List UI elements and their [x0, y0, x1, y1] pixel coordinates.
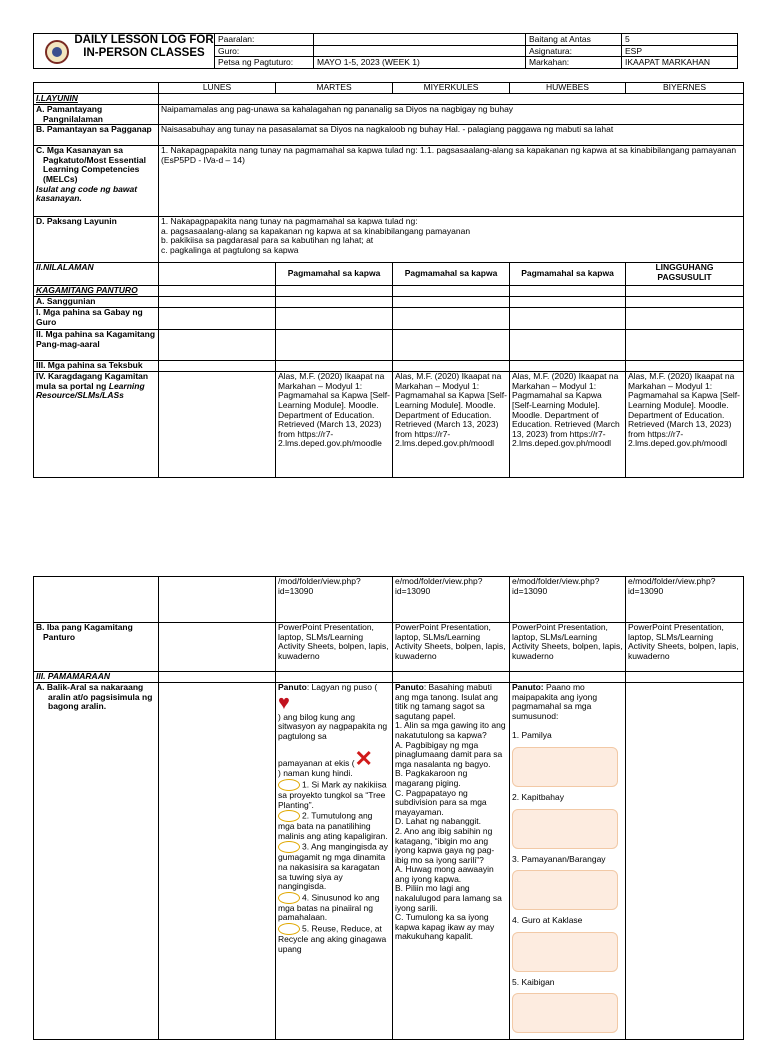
lesson-log-table-page-2: [33, 576, 744, 1040]
corner-cell: [34, 83, 159, 94]
topic-martes: Pagmamahal sa kapwa: [276, 263, 393, 286]
kagamitang-pang-mag-aaral-label: II. Mga pahina sa Kagamitang Pang-mag-aaral: [34, 330, 159, 361]
melc-label-cell: [34, 146, 159, 217]
panuto-label: Panuto: [278, 682, 307, 692]
panuto-text: : Basahing mabuti ang mga tanong. Isulat ang titik ng tamang sagot sa sagutang papel.: [395, 682, 499, 721]
karagdagang-kagamitan-label-italic: Learning Resource/SLMs/LASs: [36, 380, 145, 401]
sanggunian-label: A. Sanggunian: [34, 297, 159, 308]
day-header-huwebes: HUWEBES: [510, 83, 626, 94]
materials-huwebes: PowerPoint Presentation, laptop, SLMs/Learning Activity Sheets, bolpen, lapis, kuwaderno: [510, 623, 626, 672]
melc-value: 1. Nakapagpapakita nang tunay na pagmamahal sa kapwa tulad ng: 1.1. pagsasaalang-alang sa kapakanan ng kapwa at sa kinabibilangang pamayanan (EsP5PD - IVa-d – 14): [159, 146, 744, 217]
paksang-layunin-line: c. pagkalinga at pagtulong sa kapwa: [161, 244, 299, 255]
answer-box: [512, 747, 618, 787]
answer-prompt: 5. Kaibigan: [512, 976, 555, 987]
panuto-text: pamayanan at ekis (: [278, 758, 355, 769]
school-label: Paaralan:: [215, 34, 314, 46]
subject-label: Asignatura:: [526, 45, 622, 57]
melc-label: C. Mga Kasanayan sa Pagkatuto/Most Essential Learning Competencies (MELCs): [36, 145, 146, 184]
paksang-layunin-value: [159, 217, 744, 263]
quiz-line: A. Huwag mong aawaayin ang iyong kapwa.: [395, 864, 494, 884]
situation-item: 2. Tumutulong ang mga bata na panatilihing malinis ang ating kapaligiran.: [278, 810, 388, 841]
reference-martes: Alas, M.F. (2020) Ikaapat na Markahan – Modyul 1: Pagmamahal sa Kapwa [Self-Learning Module]. Moodle. Department of Education. Retrieved (March 13, 2023) from https://r7-2.lms.deped.gov.ph/moodle: [276, 372, 393, 478]
balik-aral-miyerkules: [393, 683, 510, 1040]
melc-note: Isulat ang code ng bawat kasanayan.: [36, 183, 138, 204]
section-pamamaraan-title: III. PAMAMARAAN: [34, 672, 159, 683]
paksang-layunin-line: 1. Nakapagpapakita nang tunay na pagmamahal sa kapwa tulad ng:: [161, 216, 418, 227]
date-label: Petsa ng Pagtuturo:: [215, 57, 314, 69]
panuto-label: Panuto:: [512, 682, 544, 692]
topic-biyernes: LINGGUHANG PAGSUSULIT: [626, 263, 744, 286]
quiz-line: B. Piliin mo lagi ang nakalulugod para lamang sa iyong sarili.: [395, 883, 502, 913]
quarter-value: IKAAPAT MARKAHAN: [622, 57, 738, 69]
reference-biyernes: Alas, M.F. (2020) Ikaapat na Markahan – Modyul 1: Pagmamahal sa Kapwa [Self-Learning Module]. Moodle. Department of Education. Retrieved (March 13, 2023) from https://r7-2.lms.deped.gov.ph/moodl: [626, 372, 744, 478]
balik-aral-biyernes: [626, 683, 744, 1040]
answer-prompt: 4. Guro at Kaklase: [512, 915, 583, 926]
paksang-layunin-label: D. Paksang Layunin: [34, 217, 159, 263]
quiz-line: C. Tumulong ka sa iyong kapwa kapag ikaw ay may makukuhang kapalit.: [395, 912, 495, 942]
section-layunin-title: I.LAYUNIN: [34, 94, 159, 105]
reference-cont-huwebes: e/mod/folder/view.php?id=13090: [510, 577, 626, 623]
panuto-text: : Lagyan ng puso (: [306, 682, 378, 692]
day-header-miyerkules: MIYERKULES: [393, 83, 510, 94]
panuto-label: Panuto: [395, 682, 424, 692]
quiz-line: D. Lahat ng nabanggit.: [395, 816, 482, 827]
day-header-martes: MARTES: [276, 83, 393, 94]
karagdagang-kagamitan-label: IV. Karagdagang Kagamitan mula sa portal ng: [36, 371, 149, 391]
paksang-layunin-line: b. pakikiisa sa pagdarasal para sa kabutihan ng lahat; at: [161, 235, 374, 246]
situation-item: 5. Reuse, Reduce, at Recycle ang aking ginagawa upang: [278, 923, 387, 954]
materials-biyernes: PowerPoint Presentation, laptop, SLMs/Learning Activity Sheets, bolpen, lapis, kuwaderno: [626, 623, 744, 672]
lesson-log-table: [33, 82, 744, 478]
paksang-layunin-line: a. pagsasaalang-alang sa kapakanan ng kapwa at sa kinabibilangang pamayanan: [161, 225, 471, 236]
panuto-text: ) ang bilog kung ang sitwasyon ay nagpapakita ng pagtulong sa: [278, 711, 388, 741]
date-value: MAYO 1-5, 2023 (WEEK 1): [314, 57, 526, 69]
quarter-label: Markahan:: [526, 57, 622, 69]
title-line-2: IN-PERSON CLASSES: [83, 47, 205, 59]
teksbuk-label: III. Mga pahina sa Teksbuk: [34, 361, 159, 372]
balik-aral-label: A. Balik-Aral sa nakaraang aralin at/o pagsisimula ng bagong aralin.: [34, 683, 159, 1040]
section-layunin-blank: [159, 94, 744, 105]
materials-martes: PowerPoint Presentation, laptop, SLMs/Learning Activity Sheets, bolpen, lapis, kuwaderno: [276, 623, 393, 672]
pamantayan-sa-pagganap-value: Naisasabuhay ang tunay na pasasalamat sa Diyos na nagkaloob ng buhay Hal. - palagiang paggawa ng mabuti sa lahat: [159, 125, 744, 146]
quiz-line: 2. Ano ang ibig sabihin ng katagang, “ibigin mo ang iyong kapwa gaya ng pag-ibig mo sa iyong sarili”?: [395, 825, 495, 865]
quiz-line: 1. Alin sa mga gawing ito ang nakatutulong sa kapwa?: [395, 720, 506, 740]
situation-item: 3. Ang mangingisda ay gumagamit ng mga dinamita na nakasisira sa karagatan sa tuwing siya ay nangingisda.: [278, 841, 389, 892]
answer-prompt: 1. Pamilya: [512, 730, 552, 741]
section-nilalaman-title: II.NILALAMAN: [34, 263, 159, 286]
reference-cont-miyerkules: e/mod/folder/view.php?id=13090: [393, 577, 510, 623]
title-line-1: DAILY LESSON LOG FOR: [74, 34, 214, 46]
quiz-line: A. Pagbibigay ng mga pinaglumaang damit para sa mga nasalanta ng bagyo.: [395, 739, 503, 769]
answer-box: [512, 870, 618, 910]
reference-huwebes: Alas, M.F. (2020) Ikaapat na Markahan – Modyul 1: Pagmamahal sa Kapwa [Self-Learning Module]. Moodle. Department of Education. Retrieved (March 13, 2023) from https://r7-2.lms.deped.gov.ph/moodl: [510, 372, 626, 478]
panuto-text: ) naman kung hindi.: [278, 768, 353, 779]
balik-aral-huwebes: [510, 683, 626, 1040]
grade-label: Baitang at Antas: [526, 34, 622, 46]
answer-box: [512, 809, 618, 849]
topic-lunes: [159, 263, 276, 286]
situation-item: 1. Si Mark ay nakikiisa sa proyekto tungkol sa “Tree Planting”.: [278, 779, 387, 810]
teacher-value: [314, 45, 526, 57]
answer-box: [512, 932, 618, 972]
reference-cont-biyernes: e/mod/folder/view.php?id=13090: [626, 577, 744, 623]
pamantayang-pangnilalaman-value: Naipamamalas ang pag-unawa sa kahalagahan ng pananalig sa Diyos na nagbigay ng buhay: [159, 105, 744, 125]
reference-cont-martes: /mod/folder/view.php?id=13090: [276, 577, 393, 623]
quiz-line: B. Pagkakaroon ng magarang piging.: [395, 768, 468, 788]
karagdagang-kagamitan-label-cell: [34, 372, 159, 478]
day-header-biyernes: BIYERNES: [626, 83, 744, 94]
teacher-label: Guro:: [215, 45, 314, 57]
heart-icon: ♥: [278, 691, 290, 714]
balik-aral-martes: [276, 683, 393, 1040]
school-value: [314, 34, 526, 46]
topic-miyerkules: Pagmamahal sa kapwa: [393, 263, 510, 286]
panuto-text: Paano mo maipapakita ang iyong pagmamahal sa mga sumusunod:: [512, 682, 598, 721]
gabay-ng-guro-label: I. Mga pahina sa Gabay ng Guro: [34, 308, 159, 330]
grade-value: 5: [622, 34, 738, 46]
x-mark-icon: ✕: [354, 746, 373, 772]
iba-pang-kagamitan-label: B. Iba pang Kagamitang Panturo: [34, 623, 159, 672]
kagamitang-panturo-title: KAGAMITANG PANTURO: [34, 286, 159, 297]
answer-box: [512, 993, 618, 1033]
quiz-line: C. Pagpapatayo ng subdivision para sa mga mayayaman.: [395, 787, 487, 817]
header-logo-cell: [34, 34, 215, 69]
day-header-lunes: LUNES: [159, 83, 276, 94]
subject-value: ESP: [622, 45, 738, 57]
answer-prompt: 2. Kapitbahay: [512, 791, 564, 802]
pamantayang-pangnilalaman-label: A. Pamantayang Pangnilalaman: [34, 105, 159, 125]
topic-huwebes: Pagmamahal sa kapwa: [510, 263, 626, 286]
reference-miyerkules: Alas, M.F. (2020) Ikaapat na Markahan – Modyul 1: Pagmamahal sa Kapwa [Self-Learning Module]. Moodle. Department of Education. Retrieved (March 13, 2023) from https://r7-2.lms.deped.gov.ph/moodl: [393, 372, 510, 478]
answer-prompt: 3. Pamayanan/Barangay: [512, 853, 606, 864]
materials-miyerkules: PowerPoint Presentation, laptop, SLMs/Learning Activity Sheets, bolpen, lapis, kuwaderno: [393, 623, 510, 672]
pamantayan-sa-pagganap-label: B. Pamantayan sa Pagganap: [34, 125, 159, 146]
header-info-table: [33, 33, 738, 69]
situation-item: 4. Sinusunod ko ang mga batas na pinaiiral ng pamahalaan.: [278, 891, 380, 923]
